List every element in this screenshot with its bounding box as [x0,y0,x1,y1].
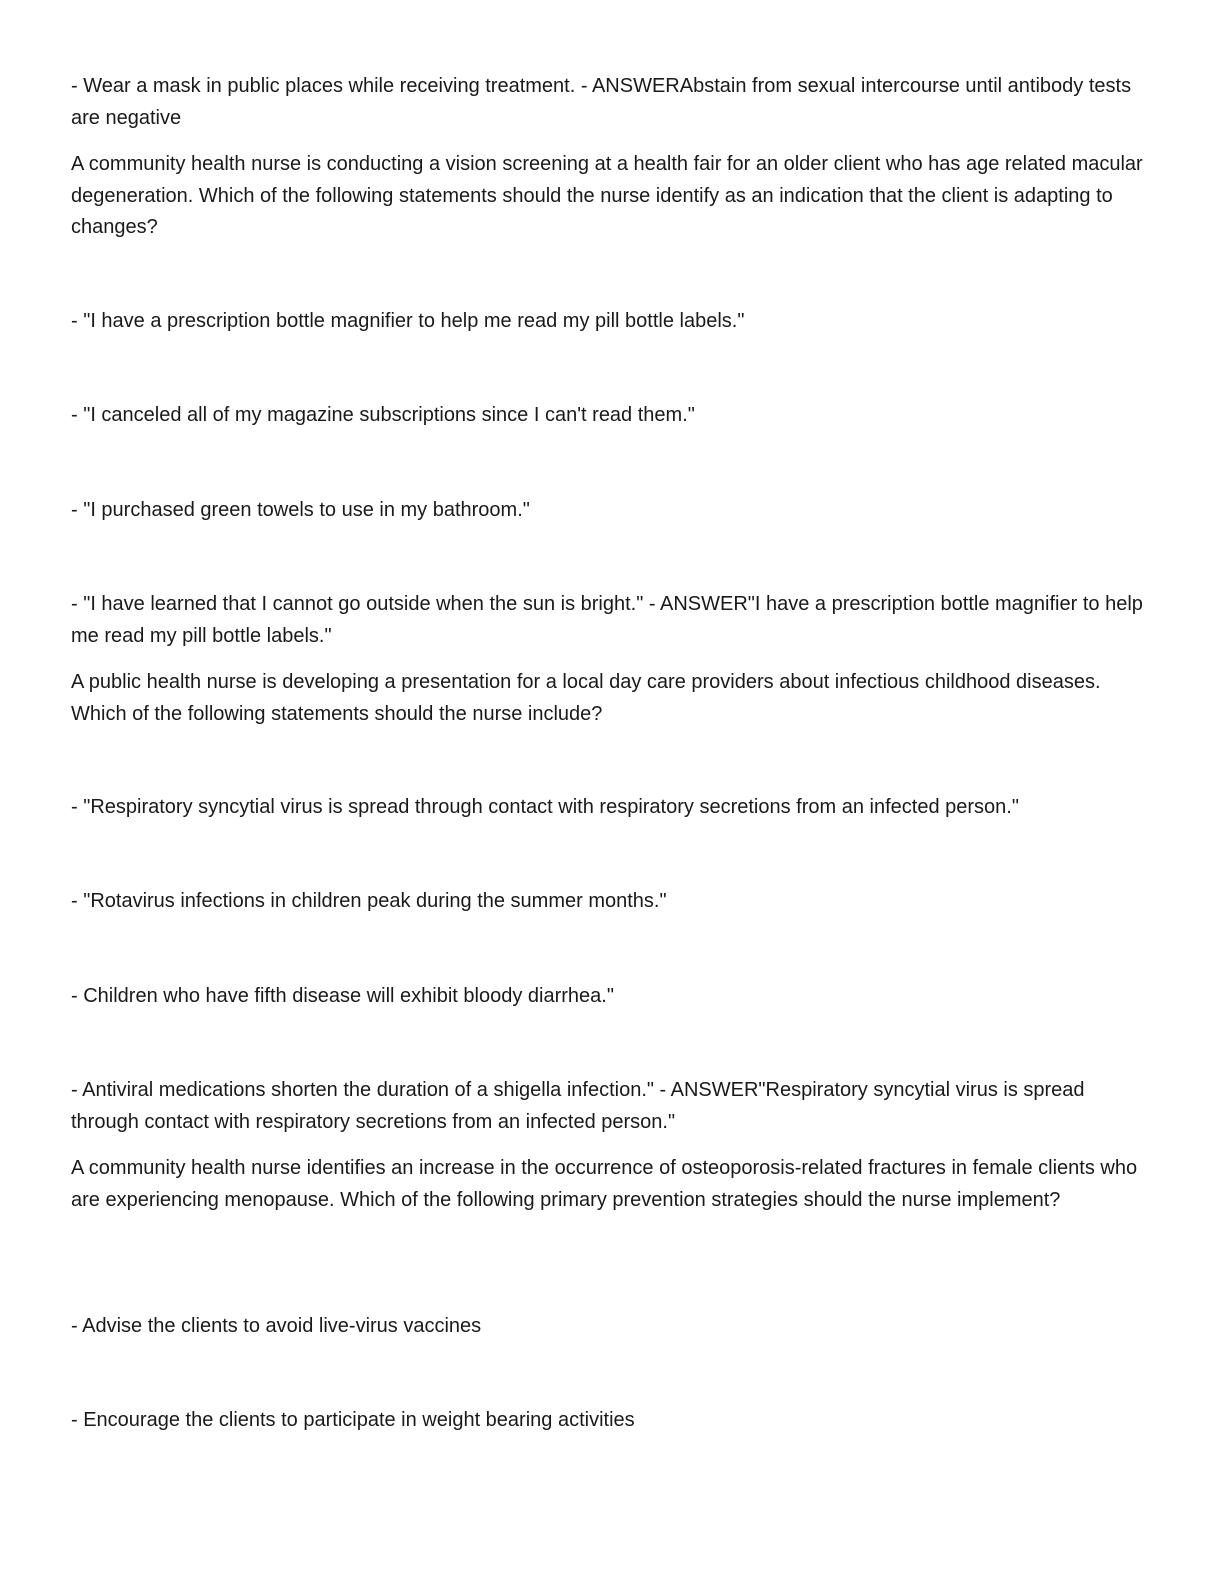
question-macular-degeneration: A community health nurse is conducting a vision screening at a health fair for an older client who has age related macular degeneration. Which of the following statements should the nurse identify as an indication that the client is adapting to changes? [71,153,1143,238]
answer-line-mask: - Wear a mask in public places while receiving treatment. - ANSWERAbstain from sexual intercourse until antibody tests are negative [71,75,1132,129]
question-childhood-diseases: A public health nurse is developing a presentation for a local day care providers about infectious childhood diseases. Which of the following statements should the nurse include? [71,671,1101,725]
question-osteoporosis: A community health nurse identifies an increase in the occurrence of osteoporosis-related fractures in female clients who are experiencing menopause. Which of the following primary prevention strategies should the nurse implement? [71,1157,1138,1211]
option-rotavirus: - "Rotavirus infections in children peak during the summer months." [71,890,667,912]
option-fifth-disease: - Children who have fifth disease will exhibit bloody diarrhea." [71,985,614,1007]
option-bottle-magnifier: - "I have a prescription bottle magnifier to help me read my pill bottle labels." [71,310,745,332]
option-weight-bearing: - Encourage the clients to participate in weight bearing activities [71,1409,635,1431]
option-green-towels: - "I purchased green towels to use in my bathroom." [71,499,530,521]
option-live-virus-vaccines: - Advise the clients to avoid live-virus vaccines [71,1315,482,1337]
option-sun-bright-answer: - "I have learned that I cannot go outside when the sun is bright." - ANSWER"I have a prescription bottle magnifier to help me read my pill bottle labels." [71,593,1143,647]
option-magazine-subscriptions: - "I canceled all of my magazine subscriptions since I can't read them." [71,404,695,426]
option-shigella-answer: - Antiviral medications shorten the duration of a shigella infection." - ANSWER"Respiratory syncytial virus is spread through contact with respiratory secretions from an infected person." [71,1079,1085,1133]
option-rsv: - "Respiratory syncytial virus is spread through contact with respiratory secretions from an infected person." [71,796,1019,818]
